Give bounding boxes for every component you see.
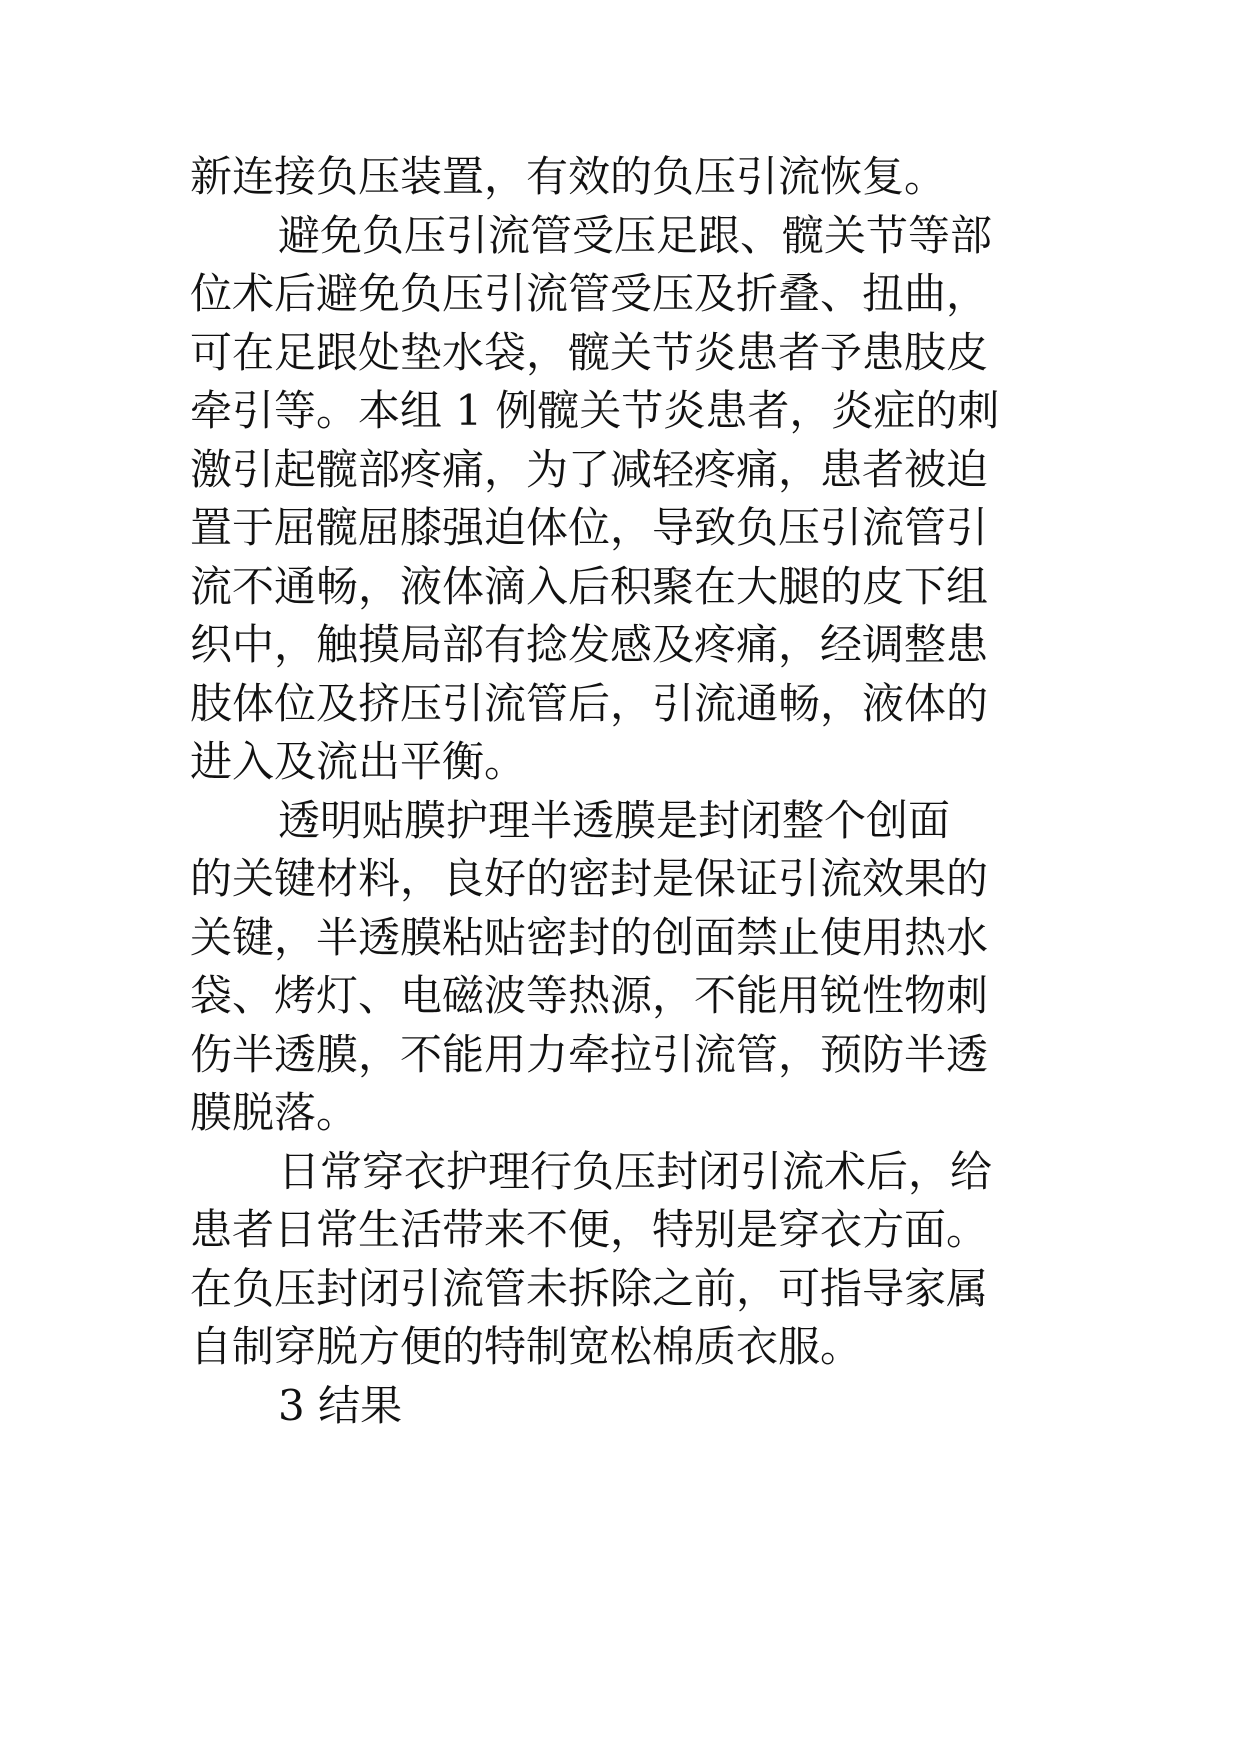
text-line: 袋、烤灯、电磁波等热源，不能用锐性物刺 [190,971,989,1020]
text-line: 的关键材料，良好的密封是保证引流效果的 [190,854,989,903]
text-line: 关键，半透膜粘贴密封的创面禁止使用热水 [190,912,989,962]
paragraph-start-line: 日常穿衣护理行负压封闭引流术后，给 [278,1146,993,1196]
paragraph-start-line: 透明贴膜护理半透膜是封闭整个创面 [278,795,951,845]
text-line: 可在足跟处垫水袋，髋关节炎患者予患肢皮 [190,327,989,377]
text-line: 肢体位及挤压引流管后，引流通畅，液体的 [190,678,989,728]
text-line: 进入及流出平衡。 [190,737,527,786]
text-line: 伤半透膜，不能用力牵拉引流管，预防半透 [190,1029,989,1079]
section-heading: 3 结果 [278,1380,403,1430]
text-line: 织中，触摸局部有捻发感及疼痛，经调整患 [190,620,989,669]
text-line: 牵引等。本组 1 例髋关节炎患者，炎症的刺 [190,386,1000,435]
text-line: 置于屈髋屈膝强迫体位，导致负压引流管引 [190,503,989,552]
text-line: 新连接负压装置，有效的负压引流恢复。 [190,152,947,201]
paragraph-start-line: 避免负压引流管受压足跟、髋关节等部 [278,210,993,260]
text-line: 激引起髋部疼痛，为了减轻疼痛，患者被迫 [190,444,989,494]
document-page [190,148,1070,1435]
text-line: 自制穿脱方便的特制宽松棉质衣服。 [190,1322,863,1371]
text-line: 流不通畅，液体滴入后积聚在大腿的皮下组 [190,561,989,611]
text-line: 位术后避免负压引流管受压及折叠、扭曲， [190,269,989,318]
text-line: 患者日常生活带来不便，特别是穿衣方面。 [190,1205,989,1254]
text-line: 膜脱落。 [190,1088,359,1137]
text-line: 在负压封闭引流管未拆除之前，可指导家属 [190,1263,989,1313]
